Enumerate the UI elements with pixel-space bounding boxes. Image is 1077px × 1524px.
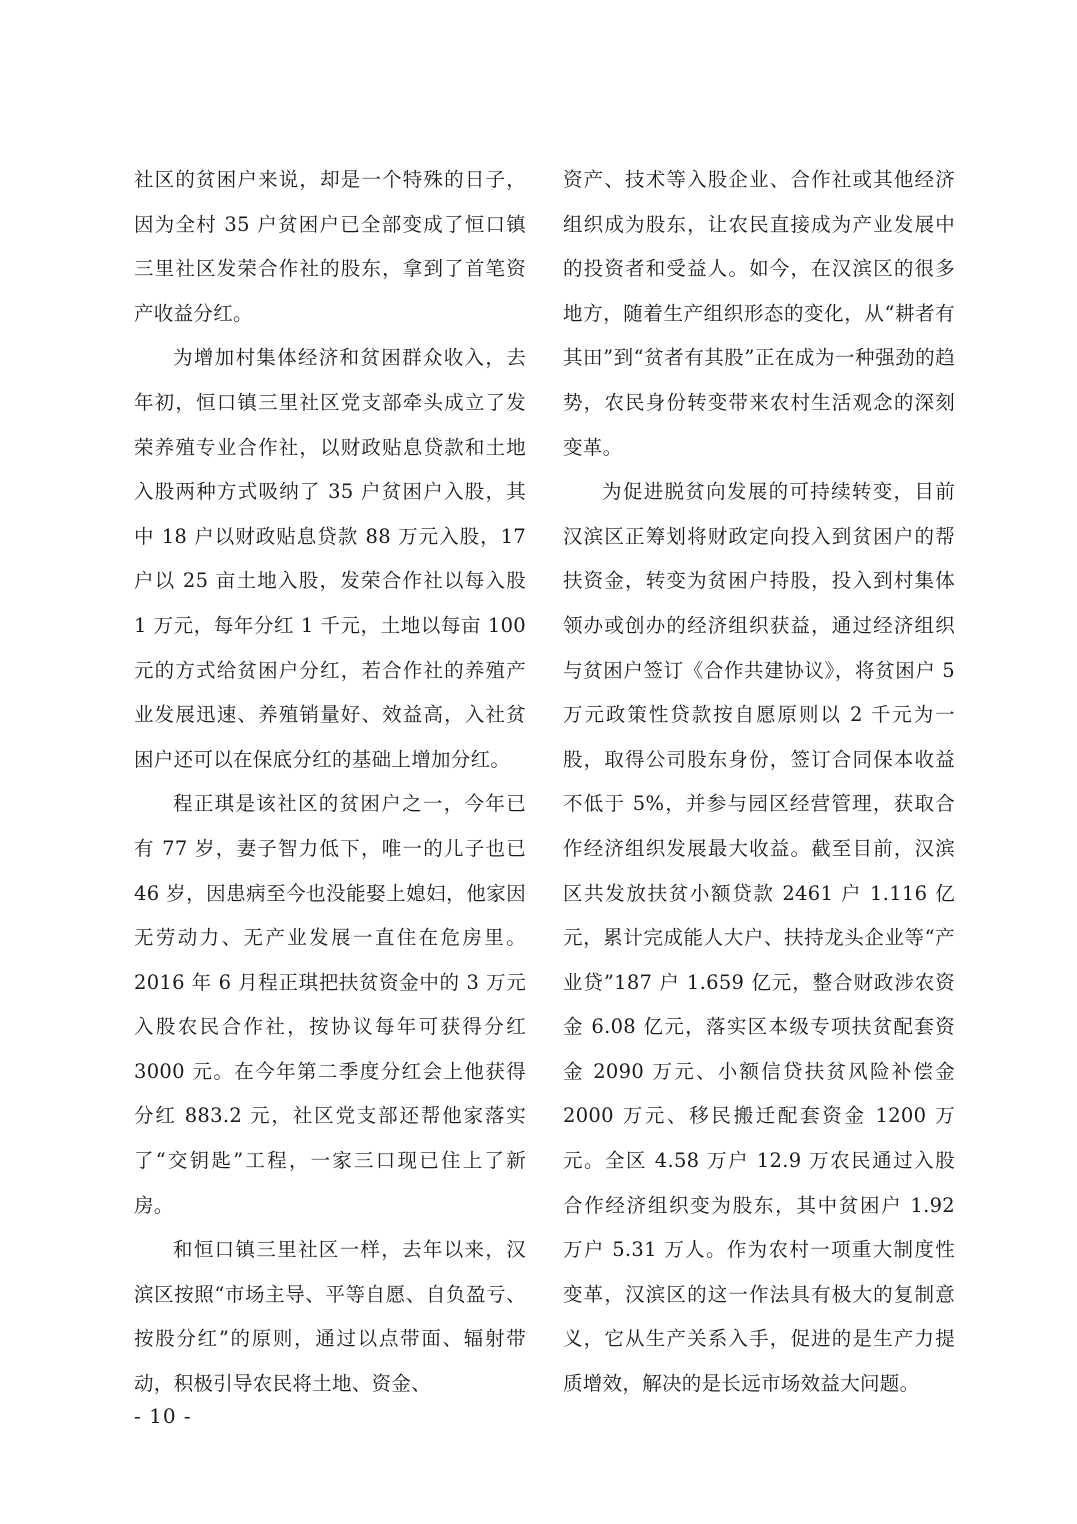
page-number: - 10 - [134, 1404, 192, 1428]
paragraph: 和恒口镇三里社区一样，去年以来，汉滨区按照“市场主导、平等自愿、自负盈亏、按股分红”的原则，通过以点带面、辐射带动，积极引导农民将土地、资金、 [134, 1238, 526, 1396]
paragraph-continued: 社区的贫困户来说，却是一个特殊的日子，因为全村 35 户贫困户已全部变成了恒口镇三里社区发荣合作社的股东，拿到了首笔资产收益分红。 [134, 168, 526, 325]
paragraph: 程正琪是该社区的贫困户之一，今年已有 77 岁，妻子智力低下，唯一的儿子也已 46 岁，因患病至今也没能娶上媳妇，他家因无劳动力、无产业发展一直住在危房里。2016 年 6 月程正琪把扶贫资金中的 3 万元入股农民合作社，按协议每年可获得分红 3000 元。在今年第二季度分红会上他获得分红 883.2 元，社区党支部还帮他家落实了“交钥匙”工程，一家三口现已住上了新房。 [134, 792, 526, 1217]
paragraph: 为增加村集体经济和贫困群众收入，去年初，恒口镇三里社区党支部牵头成立了发荣养殖专业合作社，以财政贴息贷款和土地入股两种方式吸纳了 35 户贫困户入股，其中 18 户以财政贴息贷款 88 万元入股，17 户以 25 亩土地入股，发荣合作社以每入股 1 万元，每年分红 1 千元，土地以每亩 100 元的方式给贫困户分红，若合作社的养殖产业发展迅速、养殖销量好、效益高，入社贫困户还可以在保底分红的基础上增加分红。 [134, 346, 526, 771]
right-column [563, 158, 955, 1407]
left-column [134, 158, 526, 1407]
paragraph: 为促进脱贫向发展的可持续转变，目前汉滨区正筹划将财政定向投入到贫困户的帮扶资金，转变为贫困户持股，投入到村集体领办或创办的经济组织获益，通过经济组织与贫困户签订《合作共建协议》，将贫困户 5 万元政策性贷款按自愿原则以 2 千元为一股，取得公司股东身份，签订合同保本收益不低于 5%，并参与园区经营管理，获取合作经济组织发展最大收益。截至目前，汉滨区共发放扶贫小额贷款 2461 户 1.116 亿元，累计完成能人大户、扶持龙头企业等“产业贷”187 户 1.659 亿元，整合财政涉农资金 6.08 亿元，落实区本级专项扶贫配套资金 2090 万元、小额信贷扶贫风险补偿金 2000 万元、移民搬迁配套资金 1200 万元。全区 4.58 万户 12.9 万农民通过入股合作经济组织变为股东，其中贫困户 1.92 万户 5.31 万人。作为农村一项重大制度性变革，汉滨区的这一作法具有极大的复制意义，它从生产关系入手，促进的是生产力提质增效，解决的是长远市场效益大问题。 [563, 480, 955, 1396]
paragraph-continued: 资产、技术等入股企业、合作社或其他经济组织成为股东，让农民直接成为产业发展中的投资者和受益人。如今，在汉滨区的很多地方，随着生产组织形态的变化，从“耕者有其田”到“贫者有其股”正在成为一种强劲的趋势，农民身份转变带来农村生活观念的深刻变革。 [563, 168, 955, 459]
